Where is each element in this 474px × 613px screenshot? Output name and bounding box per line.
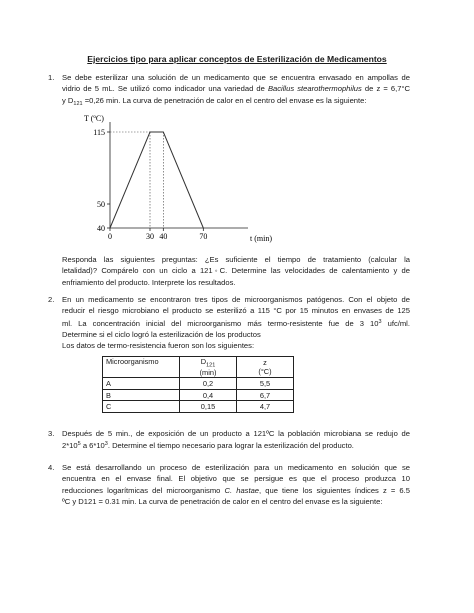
cell-z: 6,7 xyxy=(237,389,294,401)
y-tick-label: 115 xyxy=(93,128,105,137)
y-tick-label: 40 xyxy=(97,224,105,233)
exercise-2-line-3: ml. La concentración inicial del microorganismo más termo-resistente fue de 3 $10^3$ ufc/ml. xyxy=(62,318,410,328)
exercise-1 xyxy=(48,72,410,110)
exercise-4-line-2: encuentra en el envase final. El objetivo que se persigue es que el proceso produzca 10 xyxy=(62,474,410,484)
thermo-resistance-table xyxy=(102,356,294,413)
cell-d121: 0,15 xyxy=(180,401,237,413)
exercise-4-line-4: ºC y D121 = 0.31 min. La curva de penetración de calor en el centro del envase es la siguiente: xyxy=(62,496,383,506)
cell-d121: 0,2 xyxy=(180,378,237,390)
header-microorganism: Microorganismo xyxy=(103,357,180,378)
table-row xyxy=(103,378,294,390)
y-tick-label: 50 xyxy=(97,200,105,209)
header-d121: $D_{121}$ (min) xyxy=(180,357,237,378)
exercise-3-line-2: $2*10^5$ a $6*10^3$. Determine el tiempo necesario para lograr la esterilización del producto. xyxy=(62,441,354,451)
exercise-2-line-5: Los datos de termo-resistencia fueron son los siguientes: xyxy=(62,341,255,351)
exercise-2-line-2: reducir el riesgo microbiano el producto se esterilizó a 115 °C por 15 minutos en envases de 125 xyxy=(62,306,410,316)
x-axis-label: t (min) xyxy=(250,234,272,243)
exercise-2 xyxy=(48,294,410,351)
exercise-4-line-1: Se está desarrollando un proceso de esterilización para un medicamento en solución que se xyxy=(62,463,410,472)
cell-z: 4,7 xyxy=(237,401,294,413)
question-line-1: Responda las siguientes preguntas: ¿Es suficiente el tiempo de tratamiento (calcular la xyxy=(62,255,410,264)
exercise-3-number: 3. xyxy=(48,429,55,438)
x-tick-label: 70 xyxy=(199,232,208,241)
exercise-4-line-3: reducciones logarítmicas del microorganismo C. hastae, que tiene los siguientes índices z = 6.5 xyxy=(62,485,410,495)
table-header-row xyxy=(103,357,294,378)
page-title: Ejercicios tipo para aplicar conceptos de Esterilización de Medicamentos xyxy=(87,54,387,64)
exercise-4 xyxy=(48,462,410,507)
exercise-3-line-1: Después de 5 min., de exposición de un producto a 121ºC la población microbiana se redujo de xyxy=(62,429,410,438)
question-line-3: enfriamiento del producto. Interprete los resultados. xyxy=(62,277,236,287)
exercise-2-line-4: Determine si el ciclo logró la esterilización de los productos xyxy=(62,329,261,339)
organism-name: C. hastae xyxy=(224,485,260,495)
cell-z: 5,5 xyxy=(237,378,294,390)
exercise-4-number: 4. xyxy=(48,463,55,472)
temperature-series-line xyxy=(110,132,203,228)
exercise-2-number: 2. xyxy=(48,295,55,304)
exercise-2-line-1: En un medicamento se encontraron tres tipos de microorganismos patógenos. Con el objeto de xyxy=(62,295,410,304)
y-axis-label: T (ºC) xyxy=(84,114,104,123)
exercise-1-questions xyxy=(62,254,410,288)
table-row xyxy=(103,401,294,413)
cell-microorganism: B xyxy=(103,389,180,401)
x-tick-label: 40 xyxy=(159,232,168,241)
cell-d121: 0,4 xyxy=(180,389,237,401)
heat-penetration-chart xyxy=(78,108,308,248)
cell-microorganism: A xyxy=(103,378,180,390)
exercise-1-line-3: y $D_{121} =0,26$ min. La curva de penetración de calor en el centro del envase es la siguiente: xyxy=(62,95,367,107)
x-tick-label: 30 xyxy=(146,232,154,241)
organism-name: Bacillus stearothermophilus xyxy=(267,84,362,94)
exercise-1-line-2: vidrio de 5 mL. Se utilizó como indicador una variedad de Bacillus stearothermophilus de z = 6,7°C xyxy=(62,84,410,94)
cell-microorganism: C xyxy=(103,401,180,413)
exercise-1-line-1: Se debe esterilizar una solución de un medicamento que se encuentra envasado en ampollas de xyxy=(62,73,410,82)
table-row xyxy=(103,389,294,401)
question-line-2: letalidad)? Compárelo con un ciclo a 121◦C. Determine las velocidades de calentamiento y de xyxy=(62,266,410,276)
exercise-1-number: 1. xyxy=(48,73,55,82)
header-z: z (°C) xyxy=(237,357,294,378)
x-tick-label: 0 xyxy=(108,232,112,241)
exercise-3 xyxy=(48,428,410,452)
